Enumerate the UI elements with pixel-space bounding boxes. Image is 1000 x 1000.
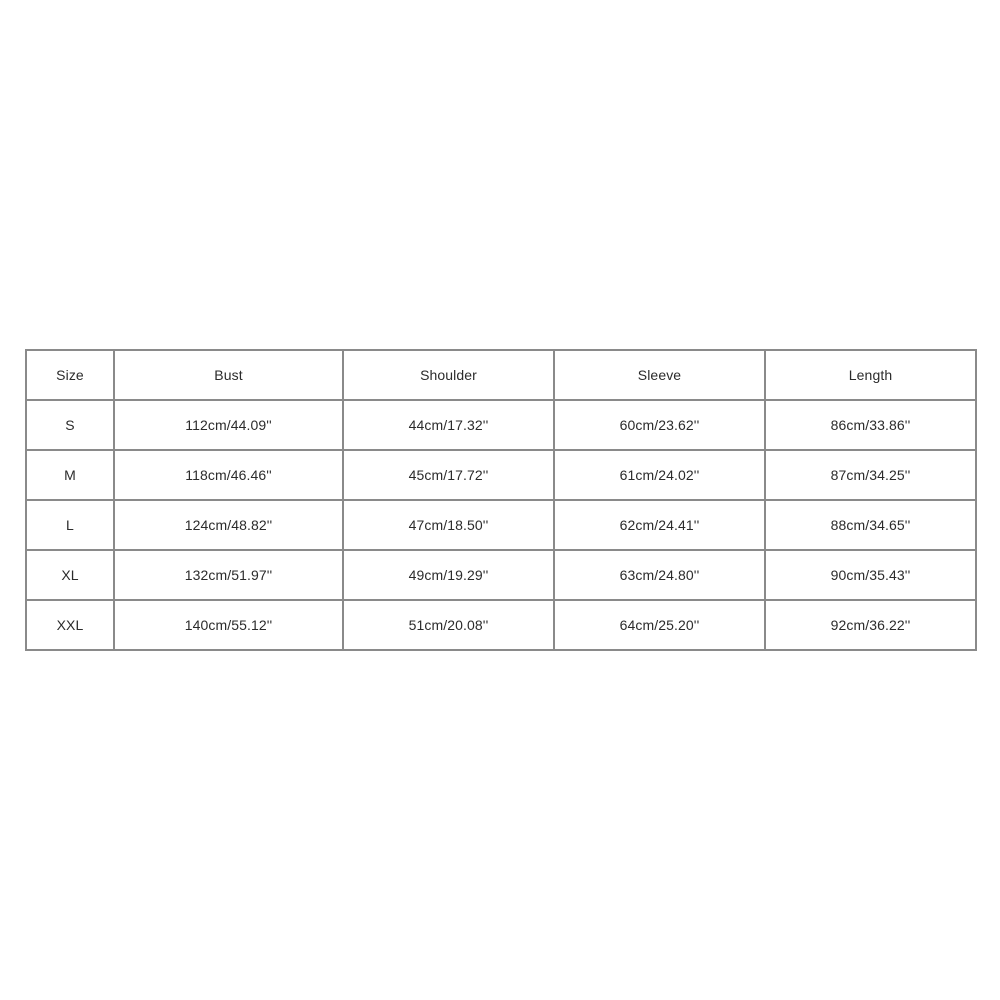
cell-shoulder: 51cm/20.08'' xyxy=(344,601,555,651)
cell-shoulder: 47cm/18.50'' xyxy=(344,501,555,551)
cell-sleeve: 63cm/24.80'' xyxy=(555,551,766,601)
cell-sleeve: 62cm/24.41'' xyxy=(555,501,766,551)
header-size: Size xyxy=(27,351,115,401)
cell-bust: 112cm/44.09'' xyxy=(115,401,344,451)
cell-bust: 140cm/55.12'' xyxy=(115,601,344,651)
cell-length: 86cm/33.86'' xyxy=(766,401,977,451)
cell-size: M xyxy=(27,451,115,501)
table-header-row xyxy=(27,351,977,401)
cell-length: 88cm/34.65'' xyxy=(766,501,977,551)
table-row xyxy=(27,451,977,501)
cell-shoulder: 49cm/19.29'' xyxy=(344,551,555,601)
table-row xyxy=(27,501,977,551)
size-chart-table xyxy=(25,349,977,651)
table-row xyxy=(27,551,977,601)
cell-bust: 132cm/51.97'' xyxy=(115,551,344,601)
cell-size: S xyxy=(27,401,115,451)
cell-length: 92cm/36.22'' xyxy=(766,601,977,651)
cell-shoulder: 45cm/17.72'' xyxy=(344,451,555,501)
cell-shoulder: 44cm/17.32'' xyxy=(344,401,555,451)
cell-length: 87cm/34.25'' xyxy=(766,451,977,501)
table-row xyxy=(27,601,977,651)
cell-size: L xyxy=(27,501,115,551)
header-shoulder: Shoulder xyxy=(344,351,555,401)
cell-size: XL xyxy=(27,551,115,601)
cell-sleeve: 60cm/23.62'' xyxy=(555,401,766,451)
cell-bust: 124cm/48.82'' xyxy=(115,501,344,551)
cell-sleeve: 61cm/24.02'' xyxy=(555,451,766,501)
header-bust: Bust xyxy=(115,351,344,401)
cell-bust: 118cm/46.46'' xyxy=(115,451,344,501)
header-sleeve: Sleeve xyxy=(555,351,766,401)
cell-sleeve: 64cm/25.20'' xyxy=(555,601,766,651)
cell-size: XXL xyxy=(27,601,115,651)
table-row xyxy=(27,401,977,451)
cell-length: 90cm/35.43'' xyxy=(766,551,977,601)
header-length: Length xyxy=(766,351,977,401)
